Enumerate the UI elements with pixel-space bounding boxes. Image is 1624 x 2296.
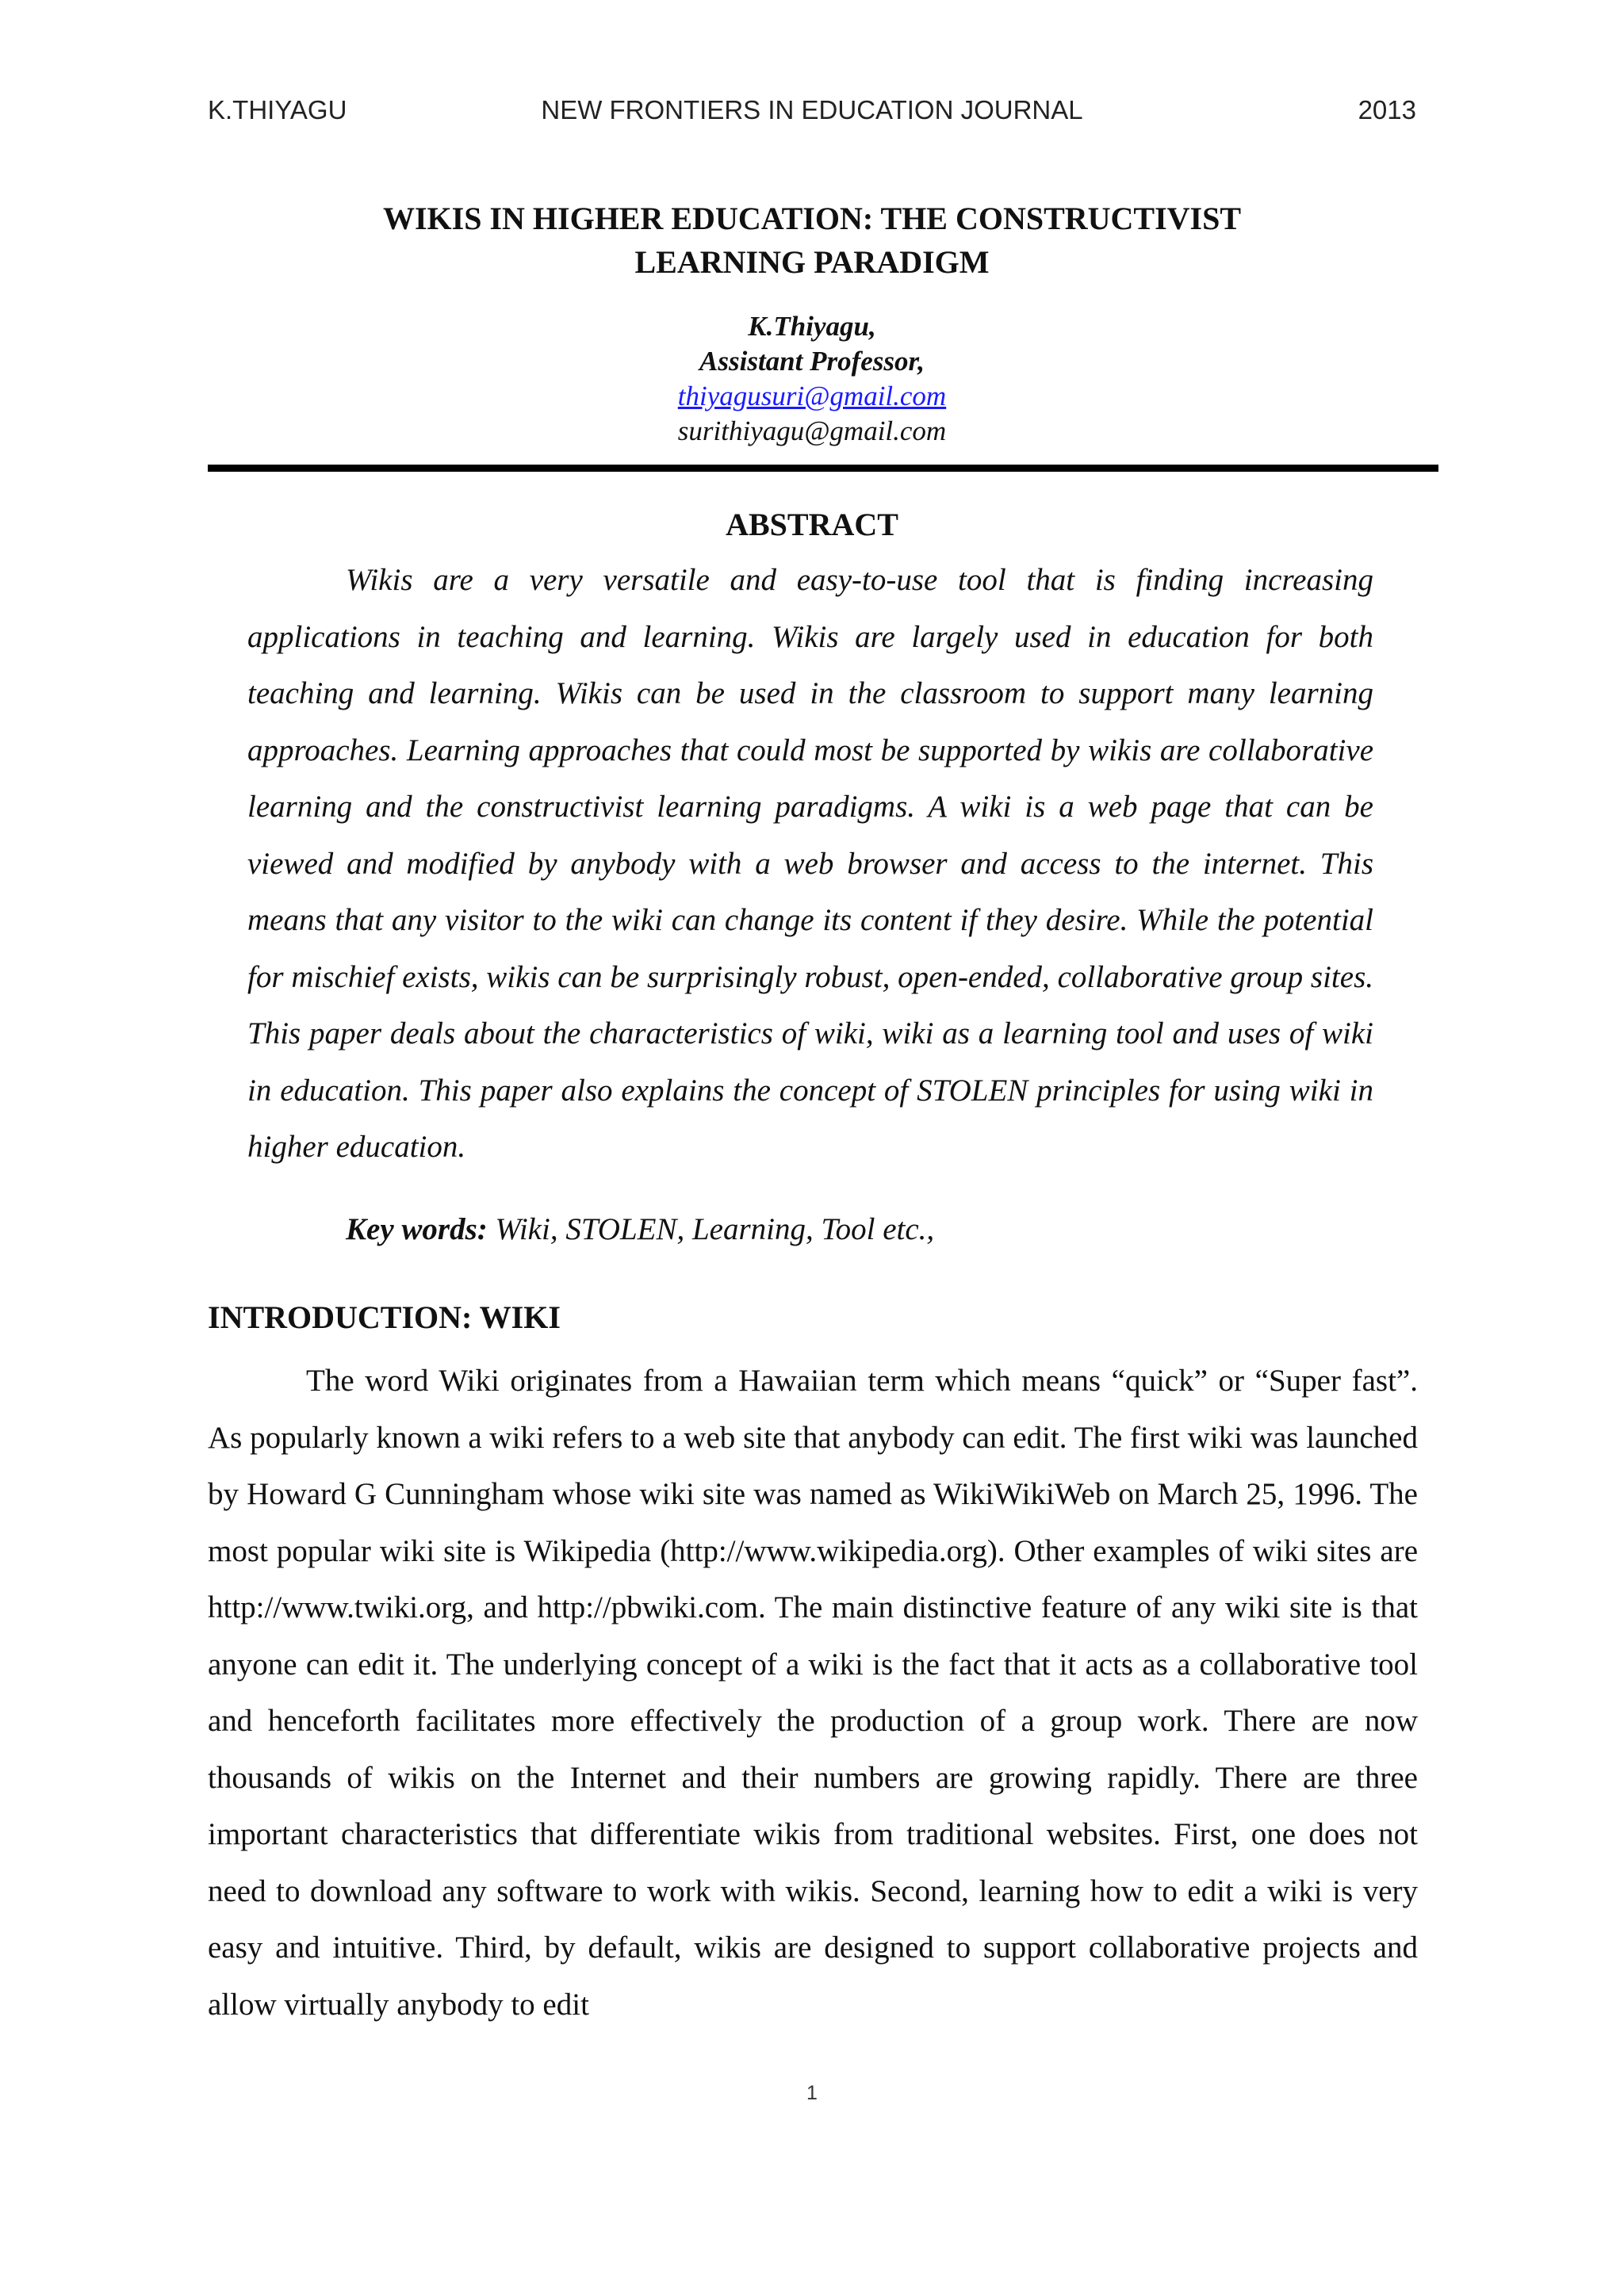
page-number: 1 xyxy=(806,2082,818,2104)
introduction-heading: INTRODUCTION: WIKI xyxy=(208,1299,561,1335)
keywords-label: Key words: xyxy=(346,1212,488,1246)
author-email-secondary: surithiyagu@gmail.com xyxy=(677,415,947,446)
running-header xyxy=(208,95,1416,135)
author-role: Assistant Professor, xyxy=(699,346,925,377)
paper-title xyxy=(208,197,1416,284)
author-email-link[interactable]: thiyagusuri@gmail.com xyxy=(677,381,947,411)
keywords xyxy=(346,1211,934,1247)
abstract-text: Wikis are a very versatile and easy-to-use tool that is finding increasing applications in teaching and learning. Wikis are largely used in education for both teaching and learning. Wikis can be used in the classroom to support many learning approaches. Learning approaches that could most be supported by wikis are collaborative learning and the constructivist learning paradigms. A wiki is a web page that can be viewed and modified by anybody with a web browser and access to the internet. This means that any visitor to the wiki can change its content if they desire. While the potential for mischief exists, wikis can be surprisingly robust, open-ended, collaborative group sites. This paper deals about the characteristics of wiki, wiki as a learning tool and uses of wiki in education. This paper also explains the concept of STOLEN principles for using wiki in higher education. xyxy=(247,563,1373,1164)
header-divider xyxy=(208,465,1438,472)
paper-title-line-2: LEARNING PARADIGM xyxy=(634,244,990,280)
author-block xyxy=(208,309,1416,449)
header-author: K.THIYAGU xyxy=(208,95,347,124)
introduction-text: The word Wiki originates from a Hawaiian term which means “quick” or “Super fast”. As popularly known a wiki refers to a web site that anybody can edit. The first wiki was launched by Howard G Cunningham whose wiki site was named as WikiWikiWeb on March 25, 1996. The most popular wiki site is Wikipedia (http://www.wikipedia.org). Other examples of wiki sites are http://www.twiki.org, and http://pbwiki.com. The main distinctive feature of any wiki site is that anyone can edit it. The underlying concept of a wiki is the fact that it acts as a collaborative tool and henceforth facilitates more effectively the production of a group work. There are now thousands of wikis on the Internet and their numbers are growing rapidly. There are three important characteristics that differentiate wikis from traditional websites. First, one does not need to download any software to work with wikis. Second, learning how to edit a wiki is very easy and intuitive. Third, by default, wikis are designed to support collaborative projects and allow virtually anybody to edit xyxy=(208,1364,1418,2022)
header-year: 2013 xyxy=(1358,95,1416,124)
abstract-heading: ABSTRACT xyxy=(726,507,898,542)
paper-title-line-1: WIKIS IN HIGHER EDUCATION: THE CONSTRUCTIVIST xyxy=(382,201,1242,236)
author-name: K.Thiyagu, xyxy=(748,311,876,342)
header-journal: NEW FRONTIERS IN EDUCATION JOURNAL xyxy=(541,95,1083,124)
keywords-value: Wiki, STOLEN, Learning, Tool etc., xyxy=(487,1212,935,1246)
